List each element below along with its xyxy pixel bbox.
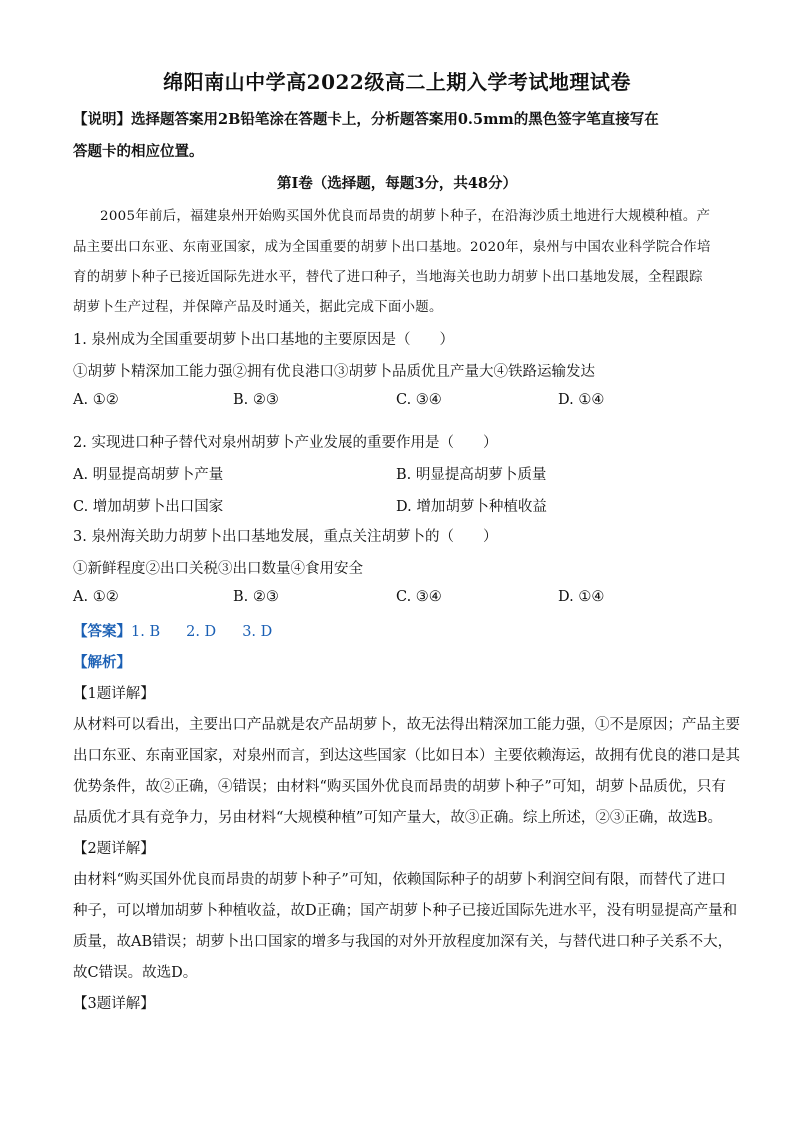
question-3-option-b: B. ②③: [233, 589, 279, 605]
instructions-line-2: 答题卡的相应位置。: [73, 143, 204, 160]
instructions-line-1: 【说明】选择题答案用2B铅笔涂在答题卡上，分析题答案用0.5mm的黑色签字笔直接写在: [73, 111, 659, 128]
question-1-option-a: A. ①②: [73, 392, 119, 408]
question-2-option-b: B. 明显提高胡萝卜质量: [396, 467, 547, 483]
detail-1-line-3: 优势条件，故②正确，④错误；由材料“购买国外优良而昂贵的胡萝卜种子”可知，胡萝卜品质优，只有: [73, 779, 726, 795]
detail-1-line-4: 品质优才具有竞争力，另由材料“大规模种植”可知产量大，故③正确。综上所述，②③正确，故选B。: [73, 810, 722, 826]
answer-item-1: 1. B: [131, 624, 161, 640]
material-line-2: 品主要出口东亚、东南亚国家，成为全国重要的胡萝卜出口基地。2020年，泉州与中国农业科学院合作培: [73, 240, 711, 255]
question-3-statements: ①新鲜程度②出口关税③出口数量④食用安全: [73, 561, 363, 577]
material-line-4: 胡萝卜生产过程，并保障产品及时通关，据此完成下面小题。: [73, 300, 443, 315]
question-3-option-d: D. ①④: [558, 589, 605, 605]
detail-2-line-2: 种子，可以增加胡萝卜种植收益，故D正确；国产胡萝卜种子已接近国际先进水平，没有明显提高产量和: [73, 903, 738, 919]
detail-3-heading: 【3题详解】: [73, 996, 155, 1012]
detail-1-line-2: 出口东亚、东南亚国家，对泉州而言，到达这些国家（比如日本）主要依赖海运，故拥有优良的港口是其: [73, 748, 740, 764]
material-line-1: 2005年前后，福建泉州开始购买国外优良而昂贵的胡萝卜种子，在沿海沙质土地进行大规模种植。产: [100, 209, 711, 224]
question-1-stem: 1. 泉州成为全国重要胡萝卜出口基地的主要原因是（ ）: [73, 332, 454, 348]
question-1-statements: ①胡萝卜精深加工能力强②拥有优良港口③胡萝卜品质优且产量大④铁路运输发达: [73, 364, 595, 380]
question-1-option-c: C. ③④: [396, 392, 442, 408]
detail-2-heading: 【2题详解】: [73, 841, 155, 857]
answer-item-2: 2. D: [186, 624, 217, 640]
question-3-stem: 3. 泉州海关助力胡萝卜出口基地发展，重点关注胡萝卜的（ ）: [73, 529, 498, 545]
section-heading: 第Ⅰ卷（选择题，每题3分，共48分）: [276, 175, 518, 192]
material-line-3: 育的胡萝卜种子已接近国际先进水平，替代了进口种子，当地海关也助力胡萝卜出口基地发展，全程跟踪: [73, 270, 703, 285]
question-2-option-d: D. 增加胡萝卜种植收益: [396, 499, 547, 515]
detail-1-line-1: 从材料可以看出，主要出口产品就是农产品胡萝卜，故无法得出精深加工能力强，①不是原因；产品主要: [73, 717, 740, 733]
question-3-option-a: A. ①②: [73, 589, 119, 605]
detail-2-line-3: 质量，故AB错误；胡萝卜出口国家的增多与我国的对外开放程度加深有关，与替代进口种子关系不大，: [73, 934, 733, 950]
analysis-label: 【解析】: [73, 654, 131, 671]
question-1-option-d: D. ①④: [558, 392, 605, 408]
detail-2-line-1: 由材料“购买国外优良而昂贵的胡萝卜种子”可知，依赖国际种子的胡萝卜利润空间有限，而替代了进口: [73, 872, 726, 888]
answer-label: 【答案】: [73, 623, 131, 640]
question-2-stem: 2. 实现进口种子替代对泉州胡萝卜产业发展的重要作用是（ ）: [73, 435, 498, 451]
answer-row: [73, 620, 723, 641]
question-2-option-c: C. 增加胡萝卜出口国家: [73, 499, 224, 515]
detail-1-heading: 【1题详解】: [73, 686, 155, 702]
question-2-option-a: A. 明显提高胡萝卜产量: [73, 467, 224, 483]
answer-item-3: 3. D: [242, 624, 273, 640]
question-1-option-b: B. ②③: [233, 392, 279, 408]
detail-2-line-4: 故C错误。故选D。: [73, 965, 198, 981]
page-title: 绵阳南山中学高2022级高二上期入学考试地理试卷: [163, 70, 631, 94]
question-3-option-c: C. ③④: [396, 589, 442, 605]
